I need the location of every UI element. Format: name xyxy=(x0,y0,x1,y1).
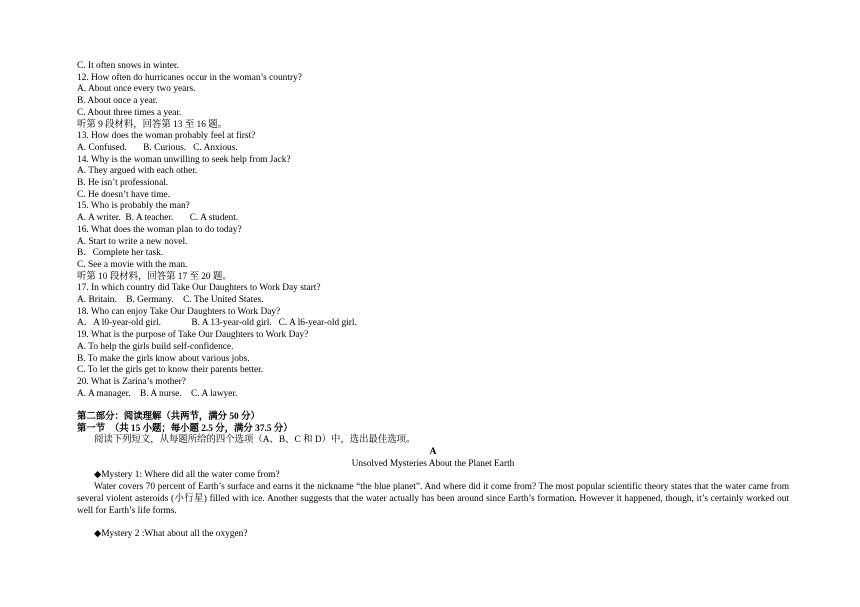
question-line: 13. How does the woman probably feel at first? xyxy=(77,131,256,142)
question-line: C. He doesn’t have time. xyxy=(77,189,171,200)
page-column xyxy=(77,61,789,540)
question-line: 20. What is Zarina’s mother? xyxy=(77,376,186,387)
question-line: A. About once every two years. xyxy=(77,84,196,95)
question-line: 听第 10 段材料，回答第 17 至 20 题。 xyxy=(77,271,232,282)
instruction-text: 阅读下列短文，从每题所给的四个选项（A、B、C 和 D）中，选出最佳选项。 xyxy=(94,435,416,446)
question-line: C. It often snows in winter. xyxy=(77,61,179,71)
question-line: 听第 9 段材料，回答第 13 至 16 题。 xyxy=(77,119,228,130)
question-line: B. About once a year. xyxy=(77,96,158,107)
question-line: B. He isn’t professional. xyxy=(77,178,169,189)
question-line: A. Start to write a new novel. xyxy=(77,236,188,247)
part-heading: 第二部分：阅读理解（共两节，满分 50 分） xyxy=(77,411,260,422)
spacer xyxy=(77,400,789,412)
mystery1-paragraph: Water covers 70 percent of Earth’s surface and earns it the nickname “the blue planet”. And where did it come from? The most popular scientific theory states that the water came from several violent asteroids (小行星) filled with ice. Another suggests that the water actually has been around since Earth’s formation. However it happened, though, it’s certainly worked out well for Earth’s life forms. xyxy=(77,482,789,516)
question-line: 15. Who is probably the man? xyxy=(77,201,190,212)
passage-letter: A xyxy=(429,447,437,457)
question-line: B. To make the girls know about various jobs. xyxy=(77,353,250,364)
question-line: 12. How often do hurricanes occur in the woman’s country? xyxy=(77,72,302,83)
question-line: A．A l0-year-old girl. B. A 13-year-old girl. C. A l6-year-old girl. xyxy=(77,318,357,329)
question-line: B．Complete her task. xyxy=(77,248,164,259)
question-line: A. A manager. B. A nurse. C. A lawyer. xyxy=(77,388,238,399)
passage-title: Unsolved Mysteries About the Planet Earth xyxy=(351,458,515,469)
question-line: 14. Why is the woman unwilling to seek help from Jack? xyxy=(77,154,291,165)
spacer xyxy=(77,517,789,529)
question-line: C. See a movie with the man. xyxy=(77,259,188,270)
question-line: C. To let the girls get to know their parents better. xyxy=(77,365,264,376)
question-line: A. A writer. B. A teacher. C. A student. xyxy=(77,213,239,224)
question-line: A. They argued with each other. xyxy=(77,166,198,177)
question-line: 19. What is the purpose of Take Our Daughters to Work Day? xyxy=(77,330,309,341)
question-line: 17. In which country did Take Our Daughters to Work Day start? xyxy=(77,283,321,294)
mystery2-heading: ◆Mystery 2 :What about all the oxygen? xyxy=(94,528,248,539)
mystery1-heading: ◆Mystery 1: Where did all the water come from? xyxy=(94,470,280,481)
question-line: A. To help the girls build self-confidence. xyxy=(77,341,234,352)
question-line: 18. Who can enjoy Take Our Daughters to Work Day? xyxy=(77,306,281,317)
question-line: A. Confused. B. Curious. C. Anxious. xyxy=(77,142,238,153)
listening-questions xyxy=(77,61,789,400)
question-line: 16. What does the woman plan to do today? xyxy=(77,224,242,235)
section-heading: 第一节 （共 15 小题；每小题 2.5 分，满分 37.5 分） xyxy=(77,423,293,434)
question-line: A. Britain. B. Germany. C. The United States. xyxy=(77,295,264,306)
question-line: C. About three times a year. xyxy=(77,107,182,118)
